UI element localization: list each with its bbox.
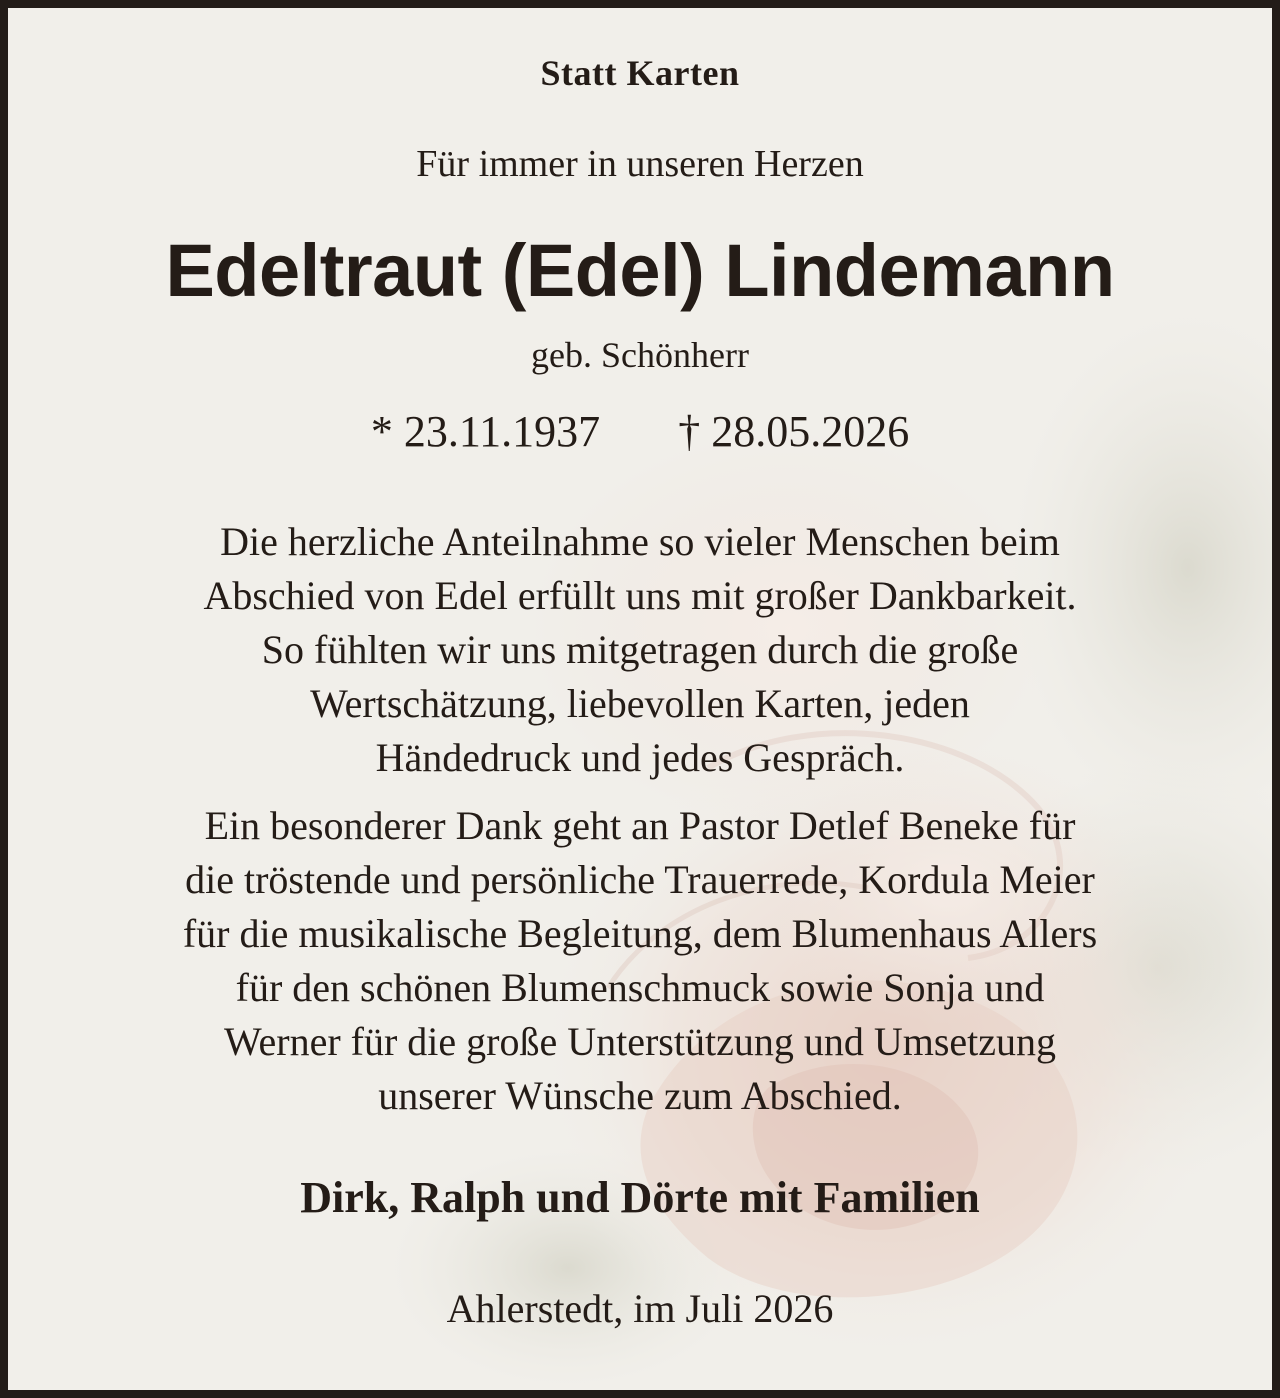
life-dates	[8, 406, 1272, 457]
paragraph-line: für die musikalische Begleitung, dem Blumenhaus Allers	[182, 911, 1098, 956]
paragraph-line: für den schönen Blumenschmuck sowie Sonja und	[235, 965, 1045, 1010]
paragraph-line: die tröstende und persönliche Trauerrede, Kordula Meier	[185, 857, 1095, 902]
paragraph-line: So fühlten wir uns mitgetragen durch die große	[261, 627, 1019, 672]
paragraph-line: unserer Wünsche zum Abschied.	[378, 1073, 902, 1118]
paragraph-line: Wertschätzung, liebevollen Karten, jeden	[310, 681, 970, 726]
paragraph-line: Ein besonderer Dank geht an Pastor Detlef Beneke für	[204, 803, 1076, 848]
paragraph-line: Abschied von Edel erfüllt uns mit großer Dankbarkeit.	[203, 573, 1077, 618]
paragraph-line: Werner für die große Unterstützung und Umsetzung	[223, 1019, 1057, 1064]
birth-date: * 23.11.1937	[370, 407, 601, 456]
signers-text: Dirk, Ralph und Dörte mit Familien	[300, 1173, 980, 1222]
maiden-name: geb. Schönherr	[531, 335, 749, 375]
death-date: † 28.05.2026	[678, 407, 910, 456]
motto-text: Für immer in unseren Herzen	[416, 143, 864, 185]
thanks-paragraph-1	[8, 515, 1272, 785]
paragraph-line: Händedruck und jedes Gespräch.	[375, 735, 905, 780]
thanks-paragraph-2	[8, 799, 1272, 1123]
deceased-name: Edeltraut (Edel) Lindemann	[165, 229, 1115, 312]
place-date-text: Ahlerstedt, im Juli 2026	[446, 1286, 834, 1331]
paragraph-line: Die herzliche Anteilnahme so vieler Menschen beim	[220, 519, 1060, 564]
obituary-content	[8, 8, 1272, 1390]
header-text: Statt Karten	[540, 53, 740, 93]
